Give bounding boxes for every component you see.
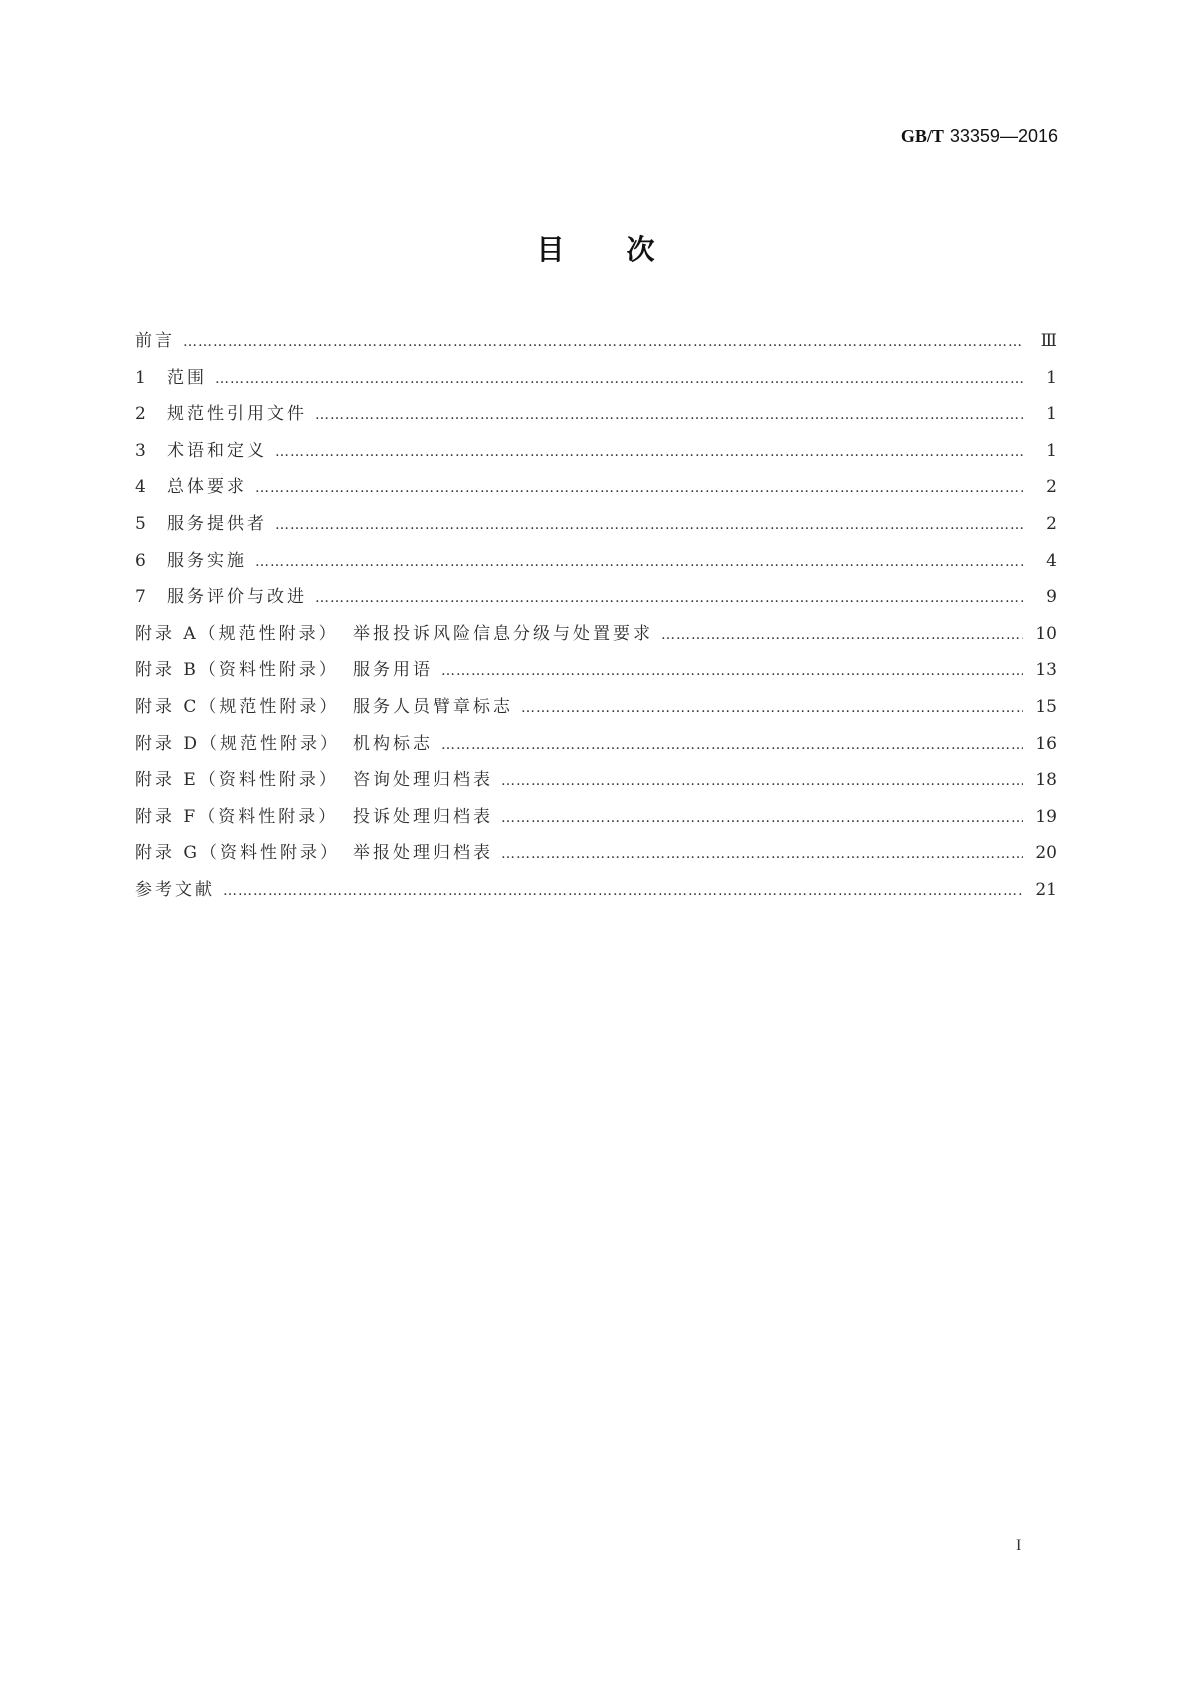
toc-entry-page: 1 xyxy=(1046,367,1057,388)
dot-leader xyxy=(223,883,1023,899)
toc-annex-f[interactable] xyxy=(135,802,1057,839)
annex-page: 20 xyxy=(1035,843,1057,864)
toc-entry-number: 7 xyxy=(135,587,146,608)
toc-entry-label: 服务实施 xyxy=(167,550,247,571)
annex-label: 服务用语 xyxy=(353,660,433,681)
toc-entry-page: 2 xyxy=(1046,513,1057,534)
dot-leader xyxy=(315,407,1023,423)
page-number: I xyxy=(1016,1537,1022,1554)
bibliography-page: 21 xyxy=(1035,879,1057,900)
bibliography-label: 参考文献 xyxy=(135,879,215,900)
dot-leader xyxy=(315,590,1023,606)
annex-prefix: 附录 E（资料性附录） xyxy=(135,770,339,791)
toc-entry-4[interactable] xyxy=(135,472,1057,509)
annex-label: 咨询处理归档表 xyxy=(353,770,493,791)
toc-entry-page: 1 xyxy=(1046,440,1057,461)
toc-entry-label: 服务提供者 xyxy=(167,513,267,534)
toc-entry-page: 1 xyxy=(1046,404,1057,425)
toc-annex-c[interactable] xyxy=(135,692,1057,729)
dot-leader xyxy=(255,554,1023,570)
dot-leader xyxy=(501,773,1023,789)
annex-label: 服务人员臂章标志 xyxy=(353,696,513,717)
annex-prefix: 附录 A（规范性附录） xyxy=(135,623,339,644)
title-char-1: 目 xyxy=(536,233,565,266)
annex-page: 16 xyxy=(1035,733,1057,754)
toc-entry-label: 前言 xyxy=(135,331,175,351)
annex-prefix: 附录 D（规范性附录） xyxy=(135,733,341,754)
annex-label: 投诉处理归档表 xyxy=(353,806,493,827)
toc-entry-label: 总体要求 xyxy=(167,477,247,498)
standard-prefix: GB/T xyxy=(900,126,944,146)
table-of-contents xyxy=(135,326,1057,912)
annex-prefix: 附录 G（资料性附录） xyxy=(135,843,340,864)
toc-annex-e[interactable] xyxy=(135,765,1057,802)
dot-leader xyxy=(183,334,1023,350)
dot-leader xyxy=(661,627,1023,643)
annex-prefix: 附录 B（资料性附录） xyxy=(135,660,339,681)
toc-entry-number: 6 xyxy=(135,550,146,571)
standard-number: 33359—2016 xyxy=(949,126,1058,146)
toc-entry-label: 服务评价与改进 xyxy=(167,587,307,608)
toc-entry-page: Ⅲ xyxy=(1040,331,1057,351)
dot-leader xyxy=(441,737,1023,753)
toc-entry-1[interactable] xyxy=(135,363,1057,400)
toc-entry-number: 2 xyxy=(135,404,146,425)
toc-entry-page: 9 xyxy=(1046,587,1057,608)
toc-entry-page: 2 xyxy=(1046,477,1057,498)
annex-page: 15 xyxy=(1035,696,1057,717)
annex-label: 举报处理归档表 xyxy=(353,843,493,864)
annex-page: 10 xyxy=(1035,623,1057,644)
annex-label: 机构标志 xyxy=(353,733,433,754)
toc-entry-label: 术语和定义 xyxy=(167,440,267,461)
toc-entry-number: 3 xyxy=(135,440,146,461)
toc-entry-7[interactable] xyxy=(135,582,1057,619)
toc-entry-number: 1 xyxy=(135,367,146,388)
annex-page: 19 xyxy=(1035,806,1057,827)
dot-leader xyxy=(275,444,1023,460)
page-title xyxy=(0,228,1191,268)
toc-entry-label: 范围 xyxy=(167,367,207,388)
dot-leader xyxy=(441,663,1023,679)
toc-bibliography[interactable] xyxy=(135,875,1057,912)
annex-label: 举报投诉风险信息分级与处置要求 xyxy=(353,623,653,644)
toc-entry-foreword[interactable] xyxy=(135,326,1057,363)
toc-entry-page: 4 xyxy=(1046,550,1057,571)
toc-annex-d[interactable] xyxy=(135,729,1057,766)
title-char-2: 次 xyxy=(626,233,655,266)
annex-page: 18 xyxy=(1035,770,1057,791)
toc-entry-2[interactable] xyxy=(135,399,1057,436)
toc-annex-b[interactable] xyxy=(135,655,1057,692)
toc-annex-a[interactable] xyxy=(135,619,1057,656)
dot-leader xyxy=(255,480,1023,496)
dot-leader xyxy=(275,517,1023,533)
dot-leader xyxy=(521,700,1023,716)
toc-entry-number: 4 xyxy=(135,477,146,498)
annex-page: 13 xyxy=(1035,660,1057,681)
toc-entry-number: 5 xyxy=(135,513,146,534)
standard-code xyxy=(901,126,1058,147)
toc-entry-label: 规范性引用文件 xyxy=(167,404,307,425)
dot-leader xyxy=(501,846,1023,862)
toc-entry-6[interactable] xyxy=(135,546,1057,583)
toc-annex-g[interactable] xyxy=(135,838,1057,875)
annex-prefix: 附录 C（规范性附录） xyxy=(135,696,340,717)
toc-entry-5[interactable] xyxy=(135,509,1057,546)
annex-prefix: 附录 F（资料性附录） xyxy=(135,806,339,827)
dot-leader xyxy=(215,371,1023,387)
dot-leader xyxy=(501,810,1023,826)
toc-entry-3[interactable] xyxy=(135,436,1057,473)
